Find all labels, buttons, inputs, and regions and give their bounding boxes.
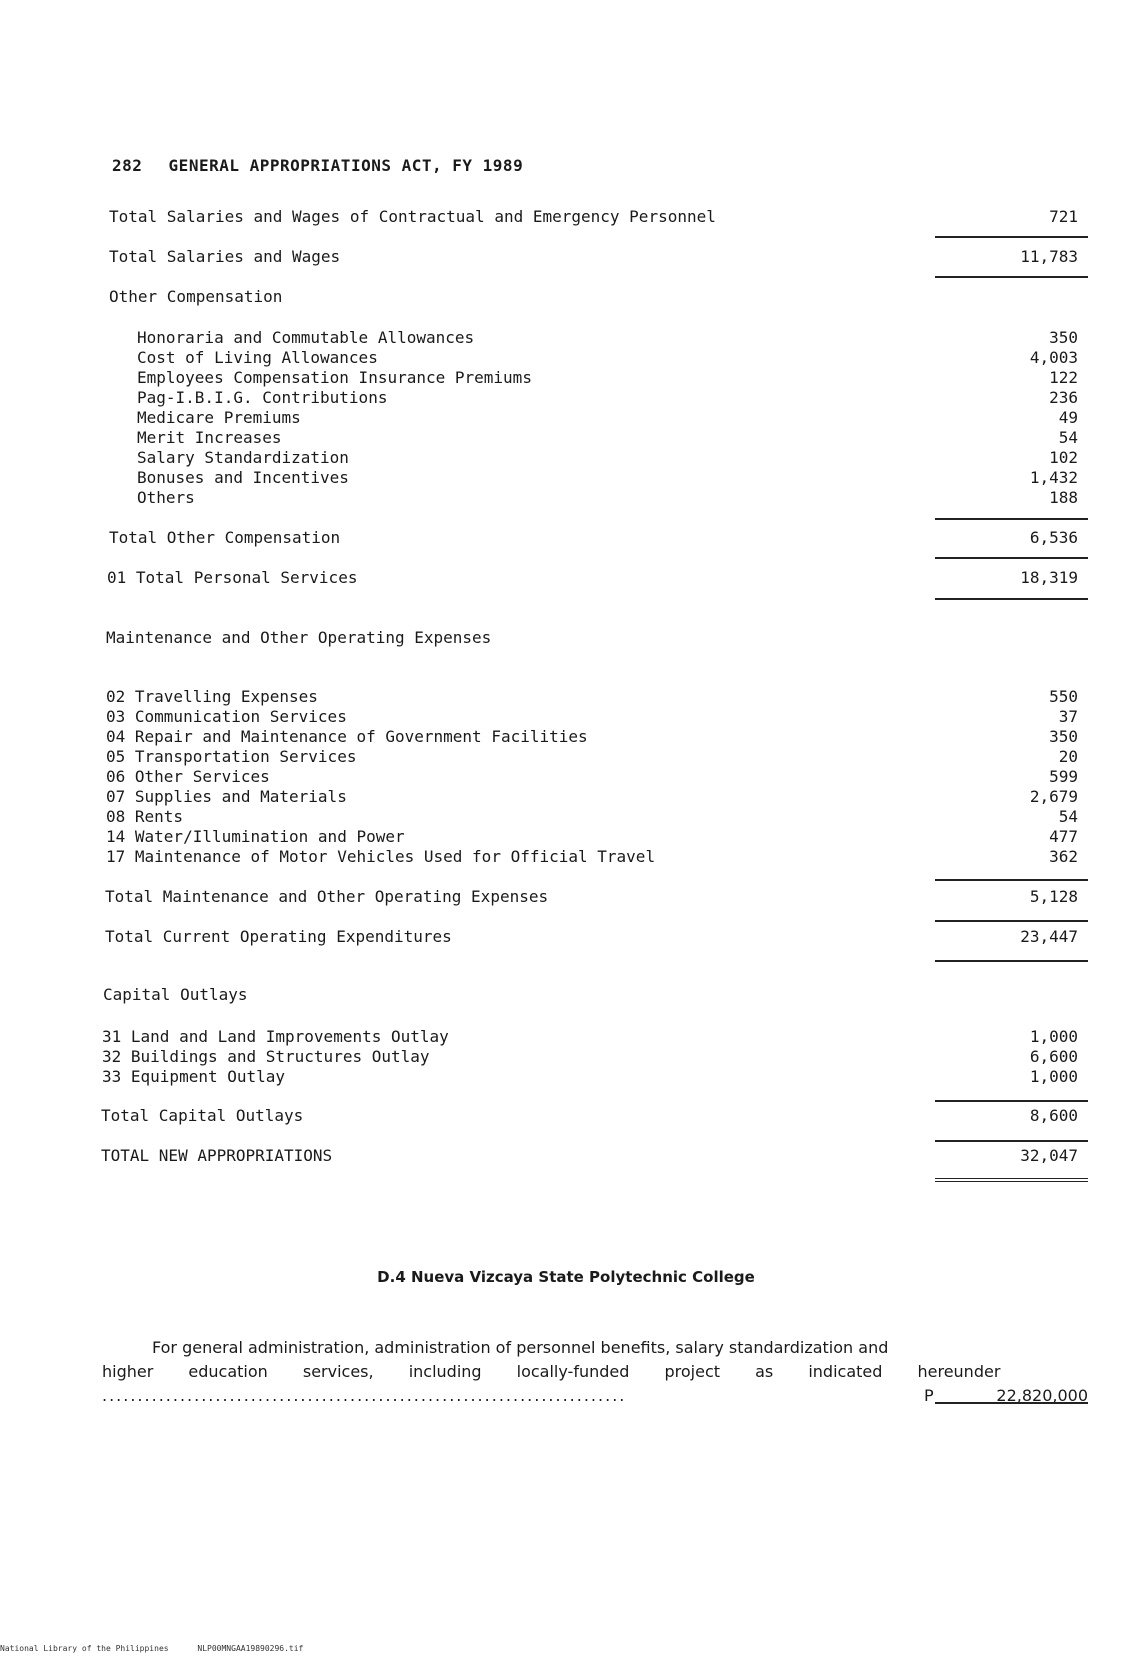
subtotal-rule	[935, 1100, 1088, 1102]
line-item	[0, 448, 1132, 470]
line-item-label: Cost of Living Allowances	[137, 348, 378, 367]
total-amount: 18,319	[1020, 568, 1078, 587]
line-item-amount: 1,000	[1029, 1027, 1078, 1046]
line-item-amount: 2,679	[1029, 787, 1078, 806]
line-item-label: Merit Increases	[137, 428, 282, 447]
total-label: Total Current Operating Expenditures	[105, 927, 452, 946]
library-name: National Library of the Philippines	[0, 1644, 169, 1653]
line-item	[0, 827, 1132, 849]
total-amount: 5,128	[1029, 887, 1078, 906]
line-item-amount: 54	[1058, 428, 1078, 447]
appropriation-total: 22,820,000	[996, 1386, 1088, 1405]
line-item-label: 03 Communication Services	[106, 707, 347, 726]
total-label: Total Other Compensation	[109, 528, 341, 547]
line-item	[0, 1027, 1132, 1049]
subtotal-rule	[935, 960, 1088, 962]
line-item-amount: 54	[1058, 807, 1078, 826]
total-row	[0, 1106, 1132, 1128]
line-item-label: 32 Buildings and Structures Outlay	[102, 1047, 430, 1066]
total-amount: 6,536	[1029, 528, 1078, 547]
page-number: 282	[112, 156, 143, 175]
line-item-amount: 49	[1058, 408, 1078, 427]
line-item	[0, 368, 1132, 390]
line-item-label: 07 Supplies and Materials	[106, 787, 347, 806]
line-item	[0, 707, 1132, 729]
line-item-amount: 721	[1049, 207, 1078, 226]
line-item	[0, 747, 1132, 769]
leader-dots: ..........................................................................	[102, 1386, 627, 1405]
total-amount: 8,600	[1029, 1106, 1078, 1125]
total-label: 01 Total Personal Services	[107, 568, 358, 587]
line-item	[0, 428, 1132, 450]
line-item-amount: 188	[1049, 488, 1078, 507]
grand-total-label: TOTAL NEW APPROPRIATIONS	[101, 1146, 333, 1165]
peso-sign: P	[924, 1386, 934, 1405]
total-label: Total Maintenance and Other Operating Expenses	[105, 887, 549, 906]
line-item	[0, 207, 1132, 229]
line-item	[0, 807, 1132, 829]
line-item-amount: 1,000	[1029, 1067, 1078, 1086]
total-row	[0, 927, 1132, 949]
line-item-label: Salary Standardization	[137, 448, 349, 467]
line-item-amount: 350	[1049, 727, 1078, 746]
file-name: NLP00MNGAA19890296.tif	[197, 1644, 304, 1653]
section-heading-label: Other Compensation	[109, 287, 283, 306]
total-row	[0, 247, 1132, 269]
line-item	[0, 328, 1132, 350]
line-item-label: Honoraria and Commutable Allowances	[137, 328, 475, 347]
line-item-amount: 37	[1058, 707, 1078, 726]
section-heading-label: Maintenance and Other Operating Expenses	[106, 628, 492, 647]
paragraph-line-1: For general administration, administration of personnel benefits, salary standardization and	[152, 1338, 889, 1357]
line-item-label: Bonuses and Incentives	[137, 468, 349, 487]
line-item-label: 17 Maintenance of Motor Vehicles Used for Official Travel	[106, 847, 656, 866]
line-item-label: Total Salaries and Wages of Contractual and Emergency Personnel	[109, 207, 716, 226]
line-item-amount: 4,003	[1029, 348, 1078, 367]
line-item	[0, 1047, 1132, 1069]
page-header	[112, 156, 523, 175]
line-item	[0, 468, 1132, 490]
section-total-rule	[935, 1402, 1088, 1404]
line-item-amount: 1,432	[1029, 468, 1078, 487]
line-item	[0, 847, 1132, 869]
line-item-amount: 350	[1049, 328, 1078, 347]
total-amount: 23,447	[1020, 927, 1078, 946]
total-row	[0, 528, 1132, 550]
line-item-amount: 550	[1049, 687, 1078, 706]
total-label: Total Capital Outlays	[101, 1106, 304, 1125]
subtotal-rule	[935, 557, 1088, 559]
line-item-label: 06 Other Services	[106, 767, 270, 786]
line-item	[0, 408, 1132, 430]
total-label: Total Salaries and Wages	[109, 247, 341, 266]
section-heading-label: Capital Outlays	[103, 985, 248, 1004]
grand-total-amount: 32,047	[1020, 1146, 1078, 1165]
section-heading	[0, 287, 1132, 309]
line-item-amount: 122	[1049, 368, 1078, 387]
line-item-amount: 362	[1049, 847, 1078, 866]
section-heading	[0, 985, 1132, 1007]
line-item-amount: 102	[1049, 448, 1078, 467]
scan-footer	[0, 1644, 327, 1653]
grand-total-double-rule	[935, 1178, 1088, 1185]
subtotal-rule	[935, 236, 1088, 238]
agency-title: D.4 Nueva Vizcaya State Polytechnic College	[377, 1268, 755, 1286]
line-item-amount: 599	[1049, 767, 1078, 786]
subtotal-rule	[935, 1140, 1088, 1142]
line-item	[0, 727, 1132, 749]
header-title: GENERAL APPROPRIATIONS ACT, FY 1989	[168, 156, 524, 175]
line-item	[0, 1067, 1132, 1089]
total-row	[0, 568, 1132, 590]
line-item-label: 04 Repair and Maintenance of Government Facilities	[106, 727, 588, 746]
line-item-label: 31 Land and Land Improvements Outlay	[102, 1027, 449, 1046]
line-item	[0, 787, 1132, 809]
line-item-amount: 477	[1049, 827, 1078, 846]
subtotal-rule	[935, 879, 1088, 881]
line-item	[0, 767, 1132, 789]
subtotal-rule	[935, 518, 1088, 520]
line-item	[0, 348, 1132, 370]
line-item-label: Pag-I.B.I.G. Contributions	[137, 388, 388, 407]
grand-total-row	[0, 1146, 1132, 1168]
line-item-label: Medicare Premiums	[137, 408, 301, 427]
subtotal-rule	[935, 598, 1088, 600]
line-item-amount: 236	[1049, 388, 1078, 407]
line-item	[0, 687, 1132, 709]
subtotal-rule	[935, 920, 1088, 922]
section-heading	[0, 628, 1132, 650]
line-item-label: 08 Rents	[106, 807, 184, 826]
paragraph-line-2: higher education services, including locally-funded project as indicated hereunder	[102, 1362, 1001, 1381]
line-item-label: 33 Equipment Outlay	[102, 1067, 286, 1086]
line-item-label: 05 Transportation Services	[106, 747, 357, 766]
subtotal-rule	[935, 276, 1088, 278]
line-item-label: Others	[137, 488, 195, 507]
total-row	[0, 887, 1132, 909]
line-item-label: 02 Travelling Expenses	[106, 687, 318, 706]
line-item-amount: 20	[1058, 747, 1078, 766]
line-item-label: 14 Water/Illumination and Power	[106, 827, 405, 846]
total-amount: 11,783	[1020, 247, 1078, 266]
line-item	[0, 388, 1132, 410]
line-item-label: Employees Compensation Insurance Premiums	[137, 368, 532, 387]
line-item	[0, 488, 1132, 510]
line-item-amount: 6,600	[1029, 1047, 1078, 1066]
